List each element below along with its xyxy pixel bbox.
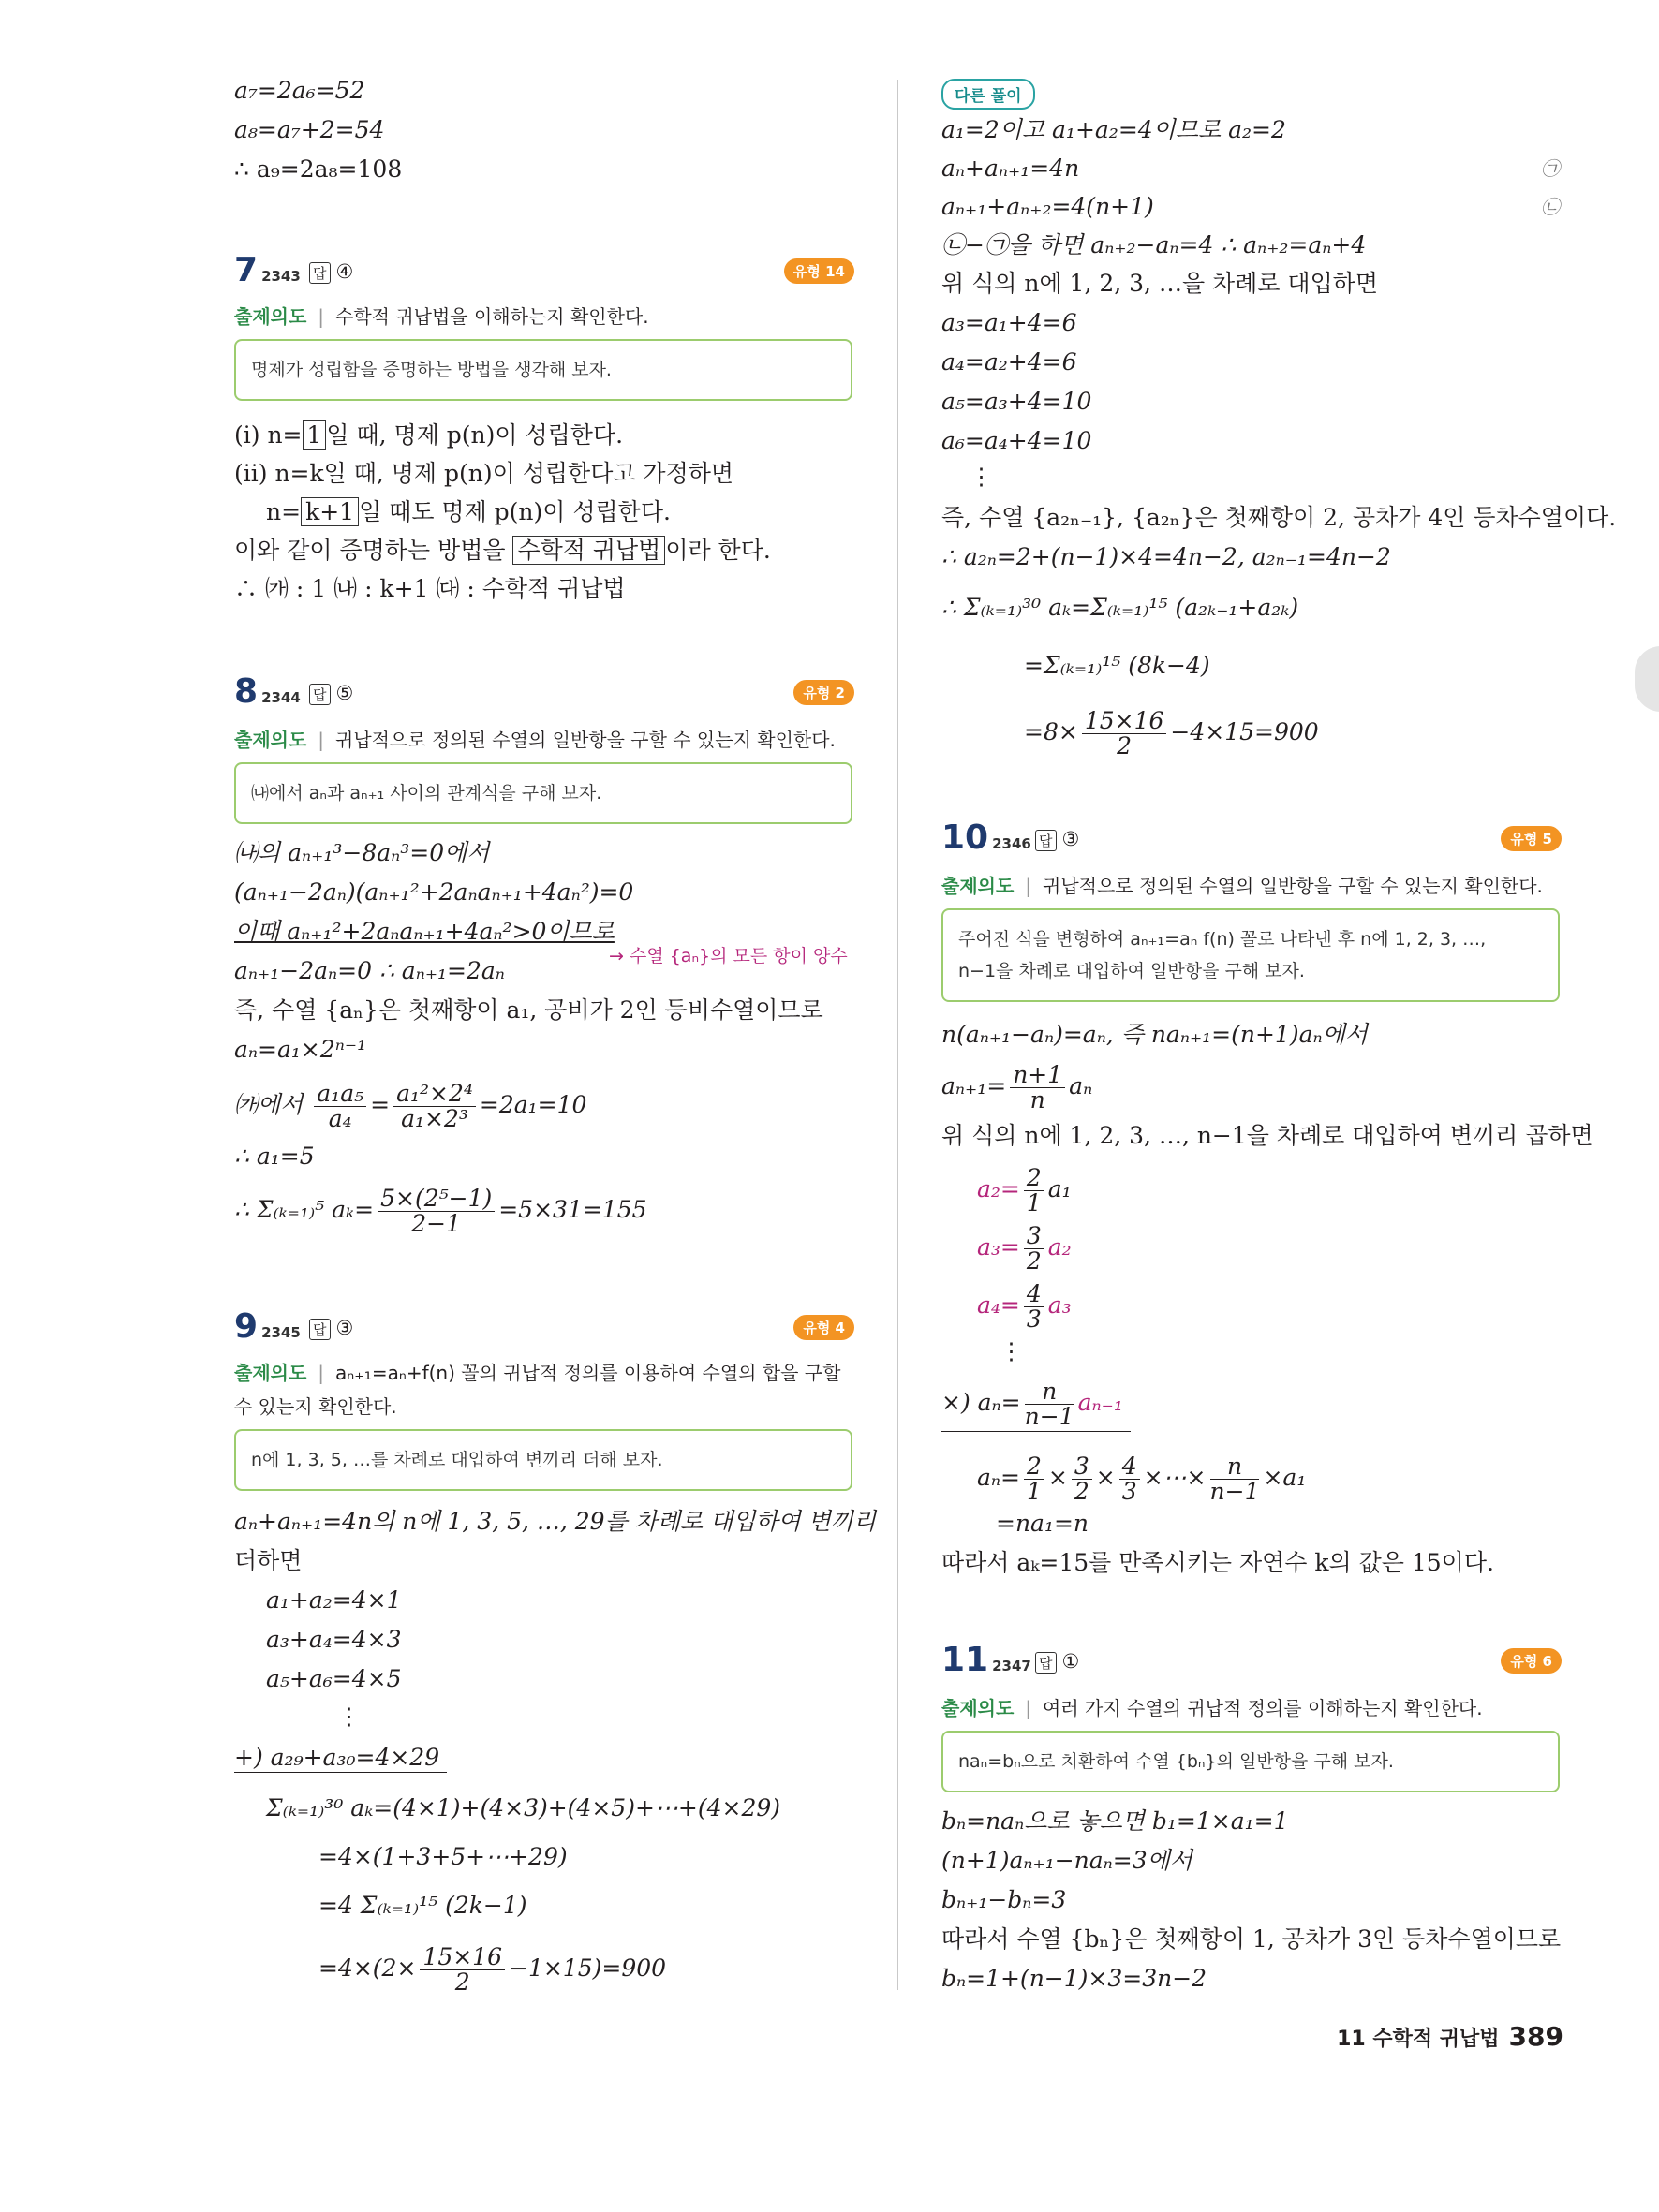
eq-line: a₁+a₂=4×1 (266, 1586, 402, 1614)
hint-box: 명제가 성립함을 증명하는 방법을 생각해 보자. (234, 339, 852, 401)
intent-line: 출제의도 | 귀납적으로 정의된 수열의 일반항을 구할 수 있는지 확인한다. (941, 875, 1543, 897)
problem-9-header (234, 1307, 854, 1352)
eq-line: a₃+a₄=4×3 (266, 1626, 402, 1653)
problem-11-header (941, 1641, 1562, 1686)
annotation-note: → 수열 {aₙ}의 모든 항이 양수 (609, 946, 848, 966)
eq-line: +) a₂₉+a₃₀=4×29 (234, 1744, 447, 1773)
eq-line: =8× $\frac{15\times 16}{2}$ −4×15=900 (1024, 707, 1319, 759)
answer: 답 ⑤ (309, 682, 353, 705)
eq-line: a₄= $\frac{4}{3}$ a₃ (977, 1280, 1072, 1333)
eq-line: a₃=a₁+4=6 (941, 309, 1077, 336)
hint-box: naₙ=bₙ으로 치환하여 수열 {bₙ}의 일반항을 구해 보자. (941, 1731, 1560, 1792)
eq-line: ⋮ (1000, 1337, 1023, 1364)
eq-line: a₂= $\frac{2}{1}$ a₁ (977, 1164, 1072, 1217)
eq-line: =4×(1+3+5+⋯+29) (318, 1843, 568, 1870)
intent-line-2: 수 있는지 확인한다. (234, 1395, 397, 1418)
eq-line: ∴ a₉=2a₈=108 (234, 155, 403, 183)
text-line: 위 식의 n에 1, 2, 3, …을 차례로 대입하면 (941, 270, 1379, 297)
intent-line: 출제의도 | 수학적 귀납법을 이해하는지 확인한다. (234, 305, 649, 328)
answer: 답 ③ (1035, 828, 1079, 851)
eq-line: aₙ₊₁+aₙ₊₂=4(n+1) ㉡ (941, 193, 1560, 220)
eq-line: Σ₍ₖ₌₁₎³⁰ aₖ=(4×1)+(4×3)+(4×5)+⋯+(4×29) (266, 1794, 781, 1821)
eq-line: =na₁=n (996, 1510, 1089, 1537)
eq-line: a₅+a₆=4×5 (266, 1665, 402, 1692)
eq-line: ∴ a₁=5 (234, 1143, 315, 1170)
eq-line: bₙ=naₙ으로 놓으면 b₁=1×a₁=1 (941, 1807, 1289, 1835)
eq-line: ∴ Σ₍ₖ₌₁₎⁵ aₖ= $\frac{\text{5×(2⁵−1)}}{2-1}$ =5×31=155 (234, 1185, 647, 1237)
eq-line: aₙ₊₁−2aₙ=0 ∴ aₙ₊₁=2aₙ (234, 957, 505, 984)
proof-line: ∴ ㈎ : 1 ㈏ : k+1 ㈐ : 수학적 귀납법 (234, 575, 626, 602)
problem-7-header (234, 251, 854, 296)
hint-box: 주어진 식을 변형하여 aₙ₊₁=aₙ f(n) 꼴로 나타낸 후 n에 1, 2, 3, …, n−1을 차례로 대입하여 일반항을 구해 보자. (941, 908, 1560, 1002)
eq-line: ⋮ (337, 1703, 361, 1730)
eq-line: 이때 aₙ₊₁²+2aₙaₙ₊₁+4aₙ²>0이므로 (234, 918, 615, 945)
other-solution-label: 다른 풀이 (941, 79, 1035, 110)
eq-line: ㉡−㉠을 하면 aₙ₊₂−aₙ=4 ∴ aₙ₊₂=aₙ+4 (941, 231, 1367, 258)
eq-line: ∴ a₂ₙ=2+(n−1)×4=4n−2, a₂ₙ₋₁=4n−2 (941, 543, 1391, 570)
eq-line: ㈏의 aₙ₊₁³−8aₙ³=0에서 (234, 839, 490, 866)
text-line: 즉, 수열 {a₂ₙ₋₁}, {a₂ₙ}은 첫째항이 2, 공차가 4인 등차수열이다. (941, 504, 1617, 531)
eq-line: =4×(2× $\frac{15\times 16}{2}$ −1×15)=900 (318, 1943, 667, 1996)
eq-line: a₅=a₃+4=10 (941, 388, 1092, 415)
type-badge: 유형 4 (793, 1315, 854, 1340)
eq-line: (aₙ₊₁−2aₙ)(aₙ₊₁²+2aₙaₙ₊₁+4aₙ²)=0 (234, 878, 634, 906)
type-badge: 유형 5 (1501, 826, 1562, 851)
intent-line: 출제의도 | 여러 가지 수열의 귀납적 정의를 이해하는지 확인한다. (941, 1697, 1483, 1719)
problem-number: 7 2343 (234, 251, 301, 289)
eq-line: a₈=a₇+2=54 (234, 116, 385, 143)
intent-line: 출제의도 | 귀납적으로 정의된 수열의 일반항을 구할 수 있는지 확인한다. (234, 729, 836, 751)
problem-number: 8 2344 (234, 672, 301, 711)
eq-line: 즉, 수열 {aₙ}은 첫째항이 a₁, 공비가 2인 등비수열이므로 (234, 996, 823, 1024)
proof-line: (ⅰ) n= 1 일 때, 명제 p(n)이 성립한다. (234, 421, 624, 449)
eq-line: aₙ₊₁= $\frac{n+1}{n}$ aₙ (941, 1061, 1093, 1113)
page-footer (1337, 2021, 1563, 2052)
eq-line: aₙ+aₙ₊₁=4n ㉠ (941, 155, 1560, 182)
answer: 답 ③ (309, 1317, 353, 1340)
eq-line: aₙ= $\frac{2}{1}$ × $\frac{3}{2}$ × $\frac{4}{3}$ ×⋯× $\frac{n}{n-1}$ ×a₁ (977, 1453, 1307, 1505)
problem-10-header (941, 818, 1562, 863)
chapter-title: 11 수학적 귀납법 (1337, 2028, 1500, 2051)
chapter-side-tab (1635, 646, 1659, 712)
eq-line: bₙ=1+(n−1)×3=3n−2 (941, 1965, 1207, 1992)
eq-line: n(aₙ₊₁−aₙ)=aₙ, 즉 naₙ₊₁=(n+1)aₙ에서 (941, 1021, 1368, 1048)
eq-line: ×) aₙ= $\frac{n}{n-1}$ aₙ₋₁ (941, 1375, 1131, 1432)
eq-line: a₇=2a₆=52 (234, 77, 365, 104)
type-badge: 유형 2 (793, 680, 854, 705)
eq-line: =Σ₍ₖ₌₁₎¹⁵ (8k−4) (1024, 652, 1210, 679)
problem-8-header (234, 672, 854, 717)
eq-line: ㈎에서 $\frac{\text{a₁a₅}}{\text{a₄}}$ = $\frac{\text{a₁²×2⁴}}{\text{a₁×2³}}$ =2a₁=10 (234, 1080, 587, 1132)
hint-box: ㈏에서 aₙ과 aₙ₊₁ 사이의 관계식을 구해 보자. (234, 762, 852, 824)
text-line: 위 식의 n에 1, 2, 3, …, n−1을 차례로 대입하여 변끼리 곱하면 (941, 1122, 1593, 1149)
eq-line: a₃= $\frac{3}{2}$ a₂ (977, 1222, 1072, 1275)
problem-number: 10 2346 (941, 818, 1031, 857)
text-line: 따라서 aₖ=15를 만족시키는 자연수 k의 값은 15이다. (941, 1549, 1494, 1576)
problem-number: 9 2345 (234, 1307, 301, 1346)
problem-number: 11 2347 (941, 1641, 1031, 1679)
answer: 답 ④ (309, 260, 353, 284)
eq-line: aₙ=a₁×2ⁿ⁻¹ (234, 1036, 367, 1063)
proof-line: 이와 같이 증명하는 방법을 수학적 귀납법 이라 한다. (234, 537, 771, 564)
text-line: 따라서 수열 {bₙ}은 첫째항이 1, 공차가 3인 등차수열이므로 (941, 1925, 1562, 1953)
text-line: aₙ+aₙ₊₁=4n의 n에 1, 3, 5, …, 29를 차례로 대입하여 변끼리 (234, 1508, 877, 1535)
page-number: 389 (1508, 2021, 1563, 2052)
eq-line: a₄=a₂+4=6 (941, 348, 1077, 376)
column-divider (897, 80, 898, 1990)
eq-line: a₆=a₄+4=10 (941, 427, 1092, 454)
hint-box: n에 1, 3, 5, …를 차례로 대입하여 변끼리 더해 보자. (234, 1429, 852, 1491)
intent-line: 출제의도 | aₙ₊₁=aₙ+f(n) 꼴의 귀납적 정의를 이용하여 수열의 합을 구할 (234, 1362, 841, 1384)
eq-line: ⋮ (970, 463, 993, 490)
proof-line: (ⅱ) n=k일 때, 명제 p(n)이 성립한다고 가정하면 (234, 460, 734, 487)
type-badge: 유형 6 (1501, 1648, 1562, 1674)
eq-marker: ㉡ (1541, 196, 1560, 218)
eq-line: a₁=2이고 a₁+a₂=4이므로 a₂=2 (941, 116, 1286, 143)
eq-line: ∴ Σ₍ₖ₌₁₎³⁰ aₖ=Σ₍ₖ₌₁₎¹⁵ (a₂ₖ₋₁+a₂ₖ) (941, 594, 1299, 621)
eq-line: bₙ₊₁−bₙ=3 (941, 1886, 1067, 1913)
answer: 답 ① (1035, 1650, 1079, 1674)
text-line: 더하면 (234, 1547, 303, 1574)
type-badge: 유형 14 (784, 258, 854, 284)
proof-line: n= k+1 일 때도 명제 p(n)이 성립한다. (266, 498, 671, 525)
eq-line: (n+1)aₙ₊₁−naₙ=3에서 (941, 1847, 1192, 1874)
eq-marker: ㉠ (1541, 157, 1560, 180)
eq-line: =4 Σ₍ₖ₌₁₎¹⁵ (2k−1) (318, 1892, 527, 1919)
